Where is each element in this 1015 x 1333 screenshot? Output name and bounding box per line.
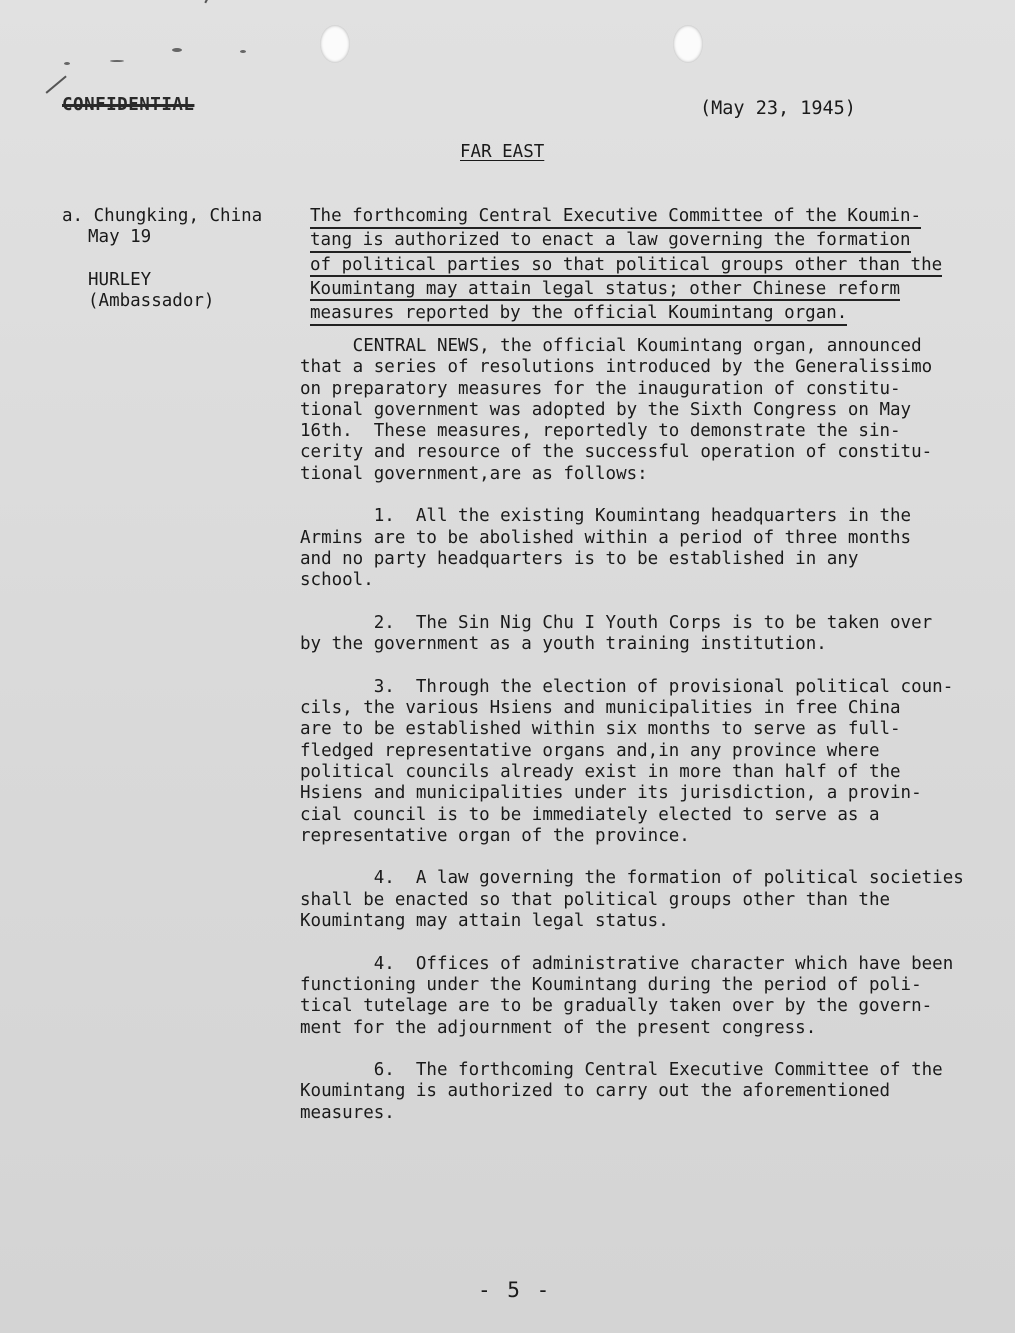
speck	[110, 60, 124, 62]
item-letter: a.	[62, 206, 84, 226]
paragraph-item-6: 6. The forthcoming Central Executive Committee of the Koumintang is authorized to carry out the aforementioned measures.	[300, 1060, 943, 1123]
source-author-title: (Ambassador)	[88, 290, 215, 311]
speck	[172, 48, 182, 52]
punch-hole-right	[673, 25, 703, 63]
speck	[64, 62, 70, 65]
summary-line: The forthcoming Central Executive Committee of the Koumin-	[310, 206, 960, 230]
classification-stamp: CONFIDENTIAL	[62, 95, 195, 115]
source-date: May 19	[88, 227, 152, 248]
pencil-mark	[204, 0, 221, 3]
pencil-mark	[46, 75, 67, 93]
paragraph-item-2: 2. The Sin Nig Chu I Youth Corps is to be taken over by the government as a youth training institution.	[300, 612, 933, 655]
sidebar-source	[62, 206, 282, 312]
paragraph-item-4b: 4. Offices of administrative character which have been functioning under the Koumintang during the period of poli- tical tutelage are to be gradually taken over by the govern- ment for the adjournment of the present congress.	[300, 953, 954, 1038]
paragraph-item-1: 1. All the existing Koumintang headquarters in the Armins are to be abolished within a period of three months and no party headquarters is to be established in any school.	[300, 506, 912, 591]
summary-line: Koumintang may attain legal status; other Chinese reform	[310, 279, 960, 303]
document-date: (May 23, 1945)	[700, 98, 856, 119]
speck	[240, 50, 246, 53]
summary-line: tang is authorized to enact a law governing the formation	[310, 230, 960, 254]
sidebar-location-line	[62, 206, 282, 227]
document-body	[300, 336, 964, 1145]
summary-block	[310, 206, 960, 327]
paragraph-intro: CENTRAL NEWS, the official Koumintang organ, announced that a series of resolutions introduced by the Generalissimo on preparatory measures for the inauguration of constitu- tional government was adopted by the Sixth Congress on May 16th. These measures, reportedly to demonstrate the sin- cerity and resource of the successful operation of constitu- tional government,are as follows:	[300, 336, 933, 484]
page-number: - 5 -	[478, 1278, 552, 1302]
paragraph-item-4: 4. A law governing the formation of political societies shall be enacted so that political groups other than the Koumintang may attain legal status.	[300, 868, 964, 932]
paragraph-item-3: 3. Through the election of provisional political coun- cils, the various Hsiens and municipalities in free China are to be established within six months to serve as full- fledged representative organs and,in any province where political councils already exist in more than half of the Hsiens and municipalities under its jurisdiction, a provin- cial council is to be immediately elected to serve as a representative organ of the province.	[300, 676, 954, 846]
source-author: HURLEY	[88, 269, 152, 290]
summary-line: measures reported by the official Koumintang organ.	[310, 303, 960, 327]
summary-line: of political parties so that political groups other than the	[310, 255, 960, 279]
source-place: Chungking, China	[93, 206, 263, 226]
region-heading: FAR EAST	[460, 142, 545, 162]
punch-hole-left	[320, 25, 350, 63]
